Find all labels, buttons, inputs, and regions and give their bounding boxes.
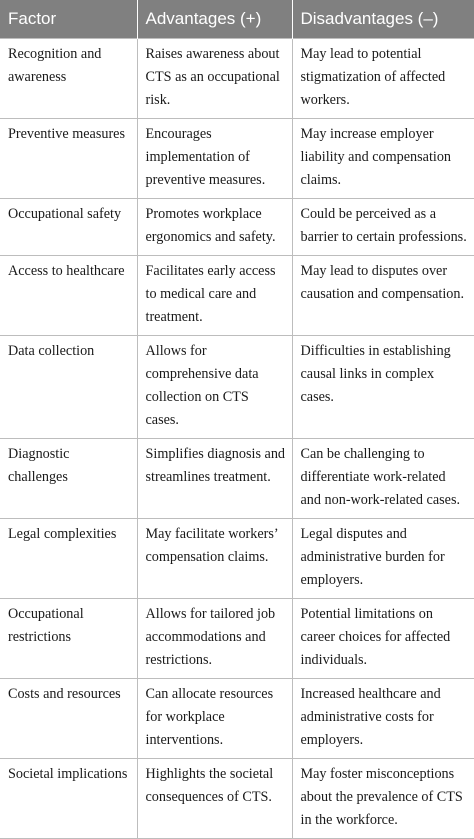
table-row (0, 759, 474, 839)
factor-cell: Occupational safety (0, 199, 137, 256)
advantage-cell: Highlights the societal consequences of CTS. (137, 759, 292, 839)
advantage-cell: Allows for tailored job accommodations and restrictions. (137, 599, 292, 679)
table-row (0, 256, 474, 336)
table-row (0, 119, 474, 199)
advantage-cell: Encourages implementation of preventive measures. (137, 119, 292, 199)
factor-cell: Societal implications (0, 759, 137, 839)
factor-cell: Recognition and awareness (0, 39, 137, 119)
factor-cell: Data collection (0, 336, 137, 439)
header-advantages: Advantages (+) (137, 0, 292, 39)
disadvantage-cell: Difficulties in establishing causal links in complex cases. (292, 336, 474, 439)
header-factor: Factor (0, 0, 137, 39)
table-row (0, 599, 474, 679)
advantage-cell: Raises awareness about CTS as an occupational risk. (137, 39, 292, 119)
table-header (0, 0, 474, 39)
table-row (0, 336, 474, 439)
advantage-cell: Allows for comprehensive data collection on CTS cases. (137, 336, 292, 439)
factor-cell: Legal complexities (0, 519, 137, 599)
factor-cell: Occupational restrictions (0, 599, 137, 679)
factor-cell: Diagnostic challenges (0, 439, 137, 519)
factor-cell: Preventive measures (0, 119, 137, 199)
table-row (0, 199, 474, 256)
disadvantage-cell: Increased healthcare and administrative costs for employers. (292, 679, 474, 759)
factor-cell: Costs and resources (0, 679, 137, 759)
disadvantage-cell: May lead to disputes over causation and compensation. (292, 256, 474, 336)
disadvantage-cell: May lead to potential stigmatization of affected workers. (292, 39, 474, 119)
advantage-cell: May facilitate workers’ compensation claims. (137, 519, 292, 599)
table-row (0, 519, 474, 599)
header-disadvantages: Disadvantages (–) (292, 0, 474, 39)
advantage-cell: Facilitates early access to medical care and treatment. (137, 256, 292, 336)
table-row (0, 679, 474, 759)
table-row (0, 439, 474, 519)
disadvantage-cell: Potential limitations on career choices for affected individuals. (292, 599, 474, 679)
disadvantage-cell: May increase employer liability and compensation claims. (292, 119, 474, 199)
advantage-cell: Simplifies diagnosis and streamlines treatment. (137, 439, 292, 519)
header-row (0, 0, 474, 39)
disadvantage-cell: Could be perceived as a barrier to certain professions. (292, 199, 474, 256)
disadvantage-cell: May foster misconceptions about the prevalence of CTS in the workforce. (292, 759, 474, 839)
advantage-cell: Promotes workplace ergonomics and safety. (137, 199, 292, 256)
table-body (0, 39, 474, 839)
advantage-cell: Can allocate resources for workplace interventions. (137, 679, 292, 759)
disadvantage-cell: Can be challenging to differentiate work-related and non-work-related cases. (292, 439, 474, 519)
disadvantage-cell: Legal disputes and administrative burden for employers. (292, 519, 474, 599)
table-row (0, 39, 474, 119)
factor-cell: Access to healthcare (0, 256, 137, 336)
